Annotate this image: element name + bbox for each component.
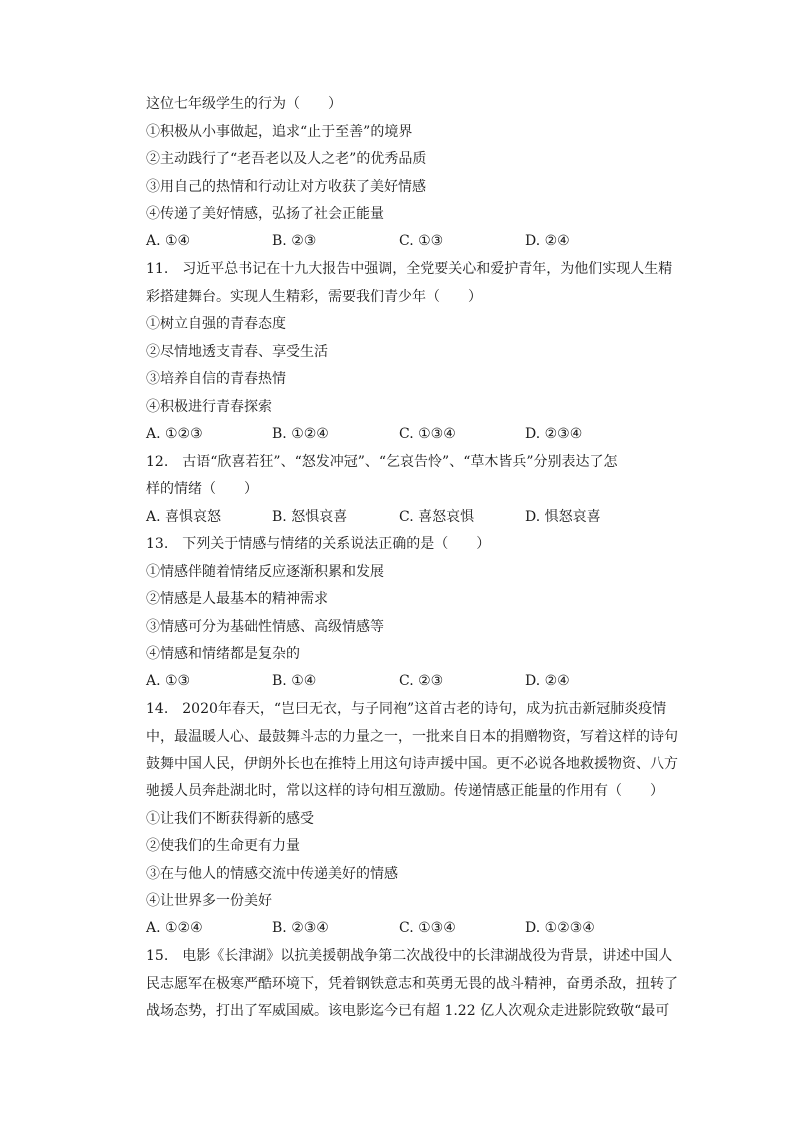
q11-option-d: D. ②③④ (525, 426, 583, 442)
q13-item-2: ②情感是人最基本的精神需求 (146, 591, 328, 607)
q10-option-b: B. ②③ (272, 233, 317, 249)
q14-option-c: C. ①③④ (399, 920, 456, 936)
q11-item-4: ④积极进行青春探索 (146, 399, 272, 415)
q14-stem-line-2: 中，最温暖人心、最鼓舞斗志的力量之一，一批来自日本的捐赠物资，写着这样的诗句 (146, 729, 678, 745)
q14-option-d: D. ①②③④ (525, 920, 595, 936)
q14-item-2: ②使我们的生命更有力量 (146, 838, 300, 854)
q13-option-a: A. ①③ (146, 673, 191, 689)
q10-item-3: ③用自己的热情和行动让对方收获了美好情感 (146, 179, 426, 195)
q13-item-1: ①情感伴随着情绪反应逐渐积累和发展 (146, 564, 384, 580)
q14-option-b: B. ②③④ (272, 920, 329, 936)
q11-option-b: B. ①②④ (272, 426, 329, 442)
q10-item-4: ④传递了美好情感，弘扬了社会正能量 (146, 206, 384, 222)
q10-item-1: ①积极从小事做起，追求“止于至善”的境界 (146, 124, 413, 140)
q10-option-c: C. ①③ (399, 233, 444, 249)
q15-stem-line-1: 15. 电影《长津湖》以抗美援朝战争第二次战役中的长津湖战役为背景，讲述中国人 (146, 948, 673, 964)
q14-options (146, 918, 666, 938)
q13-option-d: D. ②④ (525, 673, 570, 689)
q11-option-c: C. ①③④ (399, 426, 456, 442)
q10-stem-tail: 这位七年级学生的行为（ ） (146, 96, 342, 112)
q11-options (146, 424, 666, 444)
q10-item-2: ②主动践行了“老吾老以及人之老”的优秀品质 (146, 151, 427, 167)
q12-option-d: D. 惧怒哀喜 (525, 509, 601, 525)
q12-options (146, 507, 666, 527)
q14-item-1: ①让我们不断获得新的感受 (146, 811, 314, 827)
q10-option-a: A. ①④ (146, 233, 191, 249)
q12-stem-line-1: 12. 古语“欣喜若狂”、“怒发冲冠”、“乞哀告怜”、“草木皆兵”分别表达了怎 (146, 454, 618, 470)
q14-option-a: A. ①②④ (146, 920, 203, 936)
q15-stem-line-3: 战场态势，打出了军威国威。该电影迄今已有超 1.22 亿人次观众走进影院致敬“最可 (146, 1003, 670, 1019)
q11-item-1: ①树立自强的青春态度 (146, 316, 286, 332)
q13-option-c: C. ②③ (399, 673, 444, 689)
q11-item-3: ③培养自信的青春热情 (146, 371, 286, 387)
q12-stem-line-2: 样的情绪（ ） (146, 481, 258, 497)
q14-item-3: ③在与他人的情感交流中传递美好的情感 (146, 866, 398, 882)
q13-option-b: B. ①④ (272, 673, 317, 689)
q13-item-4: ④情感和情绪都是复杂的 (146, 646, 300, 662)
q13-options (146, 671, 666, 691)
q14-stem-line-3: 鼓舞中国人民，伊朗外长也在推特上用这句诗声援中国。更不必说各地救援物资、八方 (146, 756, 678, 772)
q14-stem-line-1: 14. 2020年春天，“岂曰无衣，与子同袍”这首古老的诗句，成为抗击新冠肺炎疫情 (146, 701, 667, 717)
q11-option-a: A. ①②③ (146, 426, 203, 442)
q10-options (146, 231, 666, 251)
q10-option-d: D. ②④ (525, 233, 570, 249)
q12-option-b: B. 怒惧哀喜 (272, 509, 348, 525)
q11-stem-line-2: 彩搭建舞台。实现人生精彩，需要我们青少年（ ） (146, 289, 482, 305)
q11-item-2: ②尽情地透支青春、享受生活 (146, 344, 328, 360)
q12-option-c: C. 喜怒哀惧 (399, 509, 475, 525)
q13-item-3: ③情感可分为基础性情感、高级情感等 (146, 619, 384, 635)
q11-stem-line-1: 11. 习近平总书记在十九大报告中强调，全党要关心和爱护青年，为他们实现人生精 (146, 261, 673, 277)
q12-option-a: A. 喜惧哀怒 (146, 509, 222, 525)
q15-stem-line-2: 民志愿军在极寒严酷环境下，凭着钢铁意志和英勇无畏的战斗精神，奋勇杀敌，扭转了 (146, 976, 678, 992)
q14-item-4: ④让世界多一份美好 (146, 893, 272, 909)
q13-stem-line-1: 13. 下列关于情感与情绪的关系说法正确的是（ ） (146, 536, 491, 552)
q14-stem-line-4: 驰援人员奔赴湖北时，常以这样的诗句相互激励。传递情感正能量的作用有（ ） (146, 783, 664, 799)
